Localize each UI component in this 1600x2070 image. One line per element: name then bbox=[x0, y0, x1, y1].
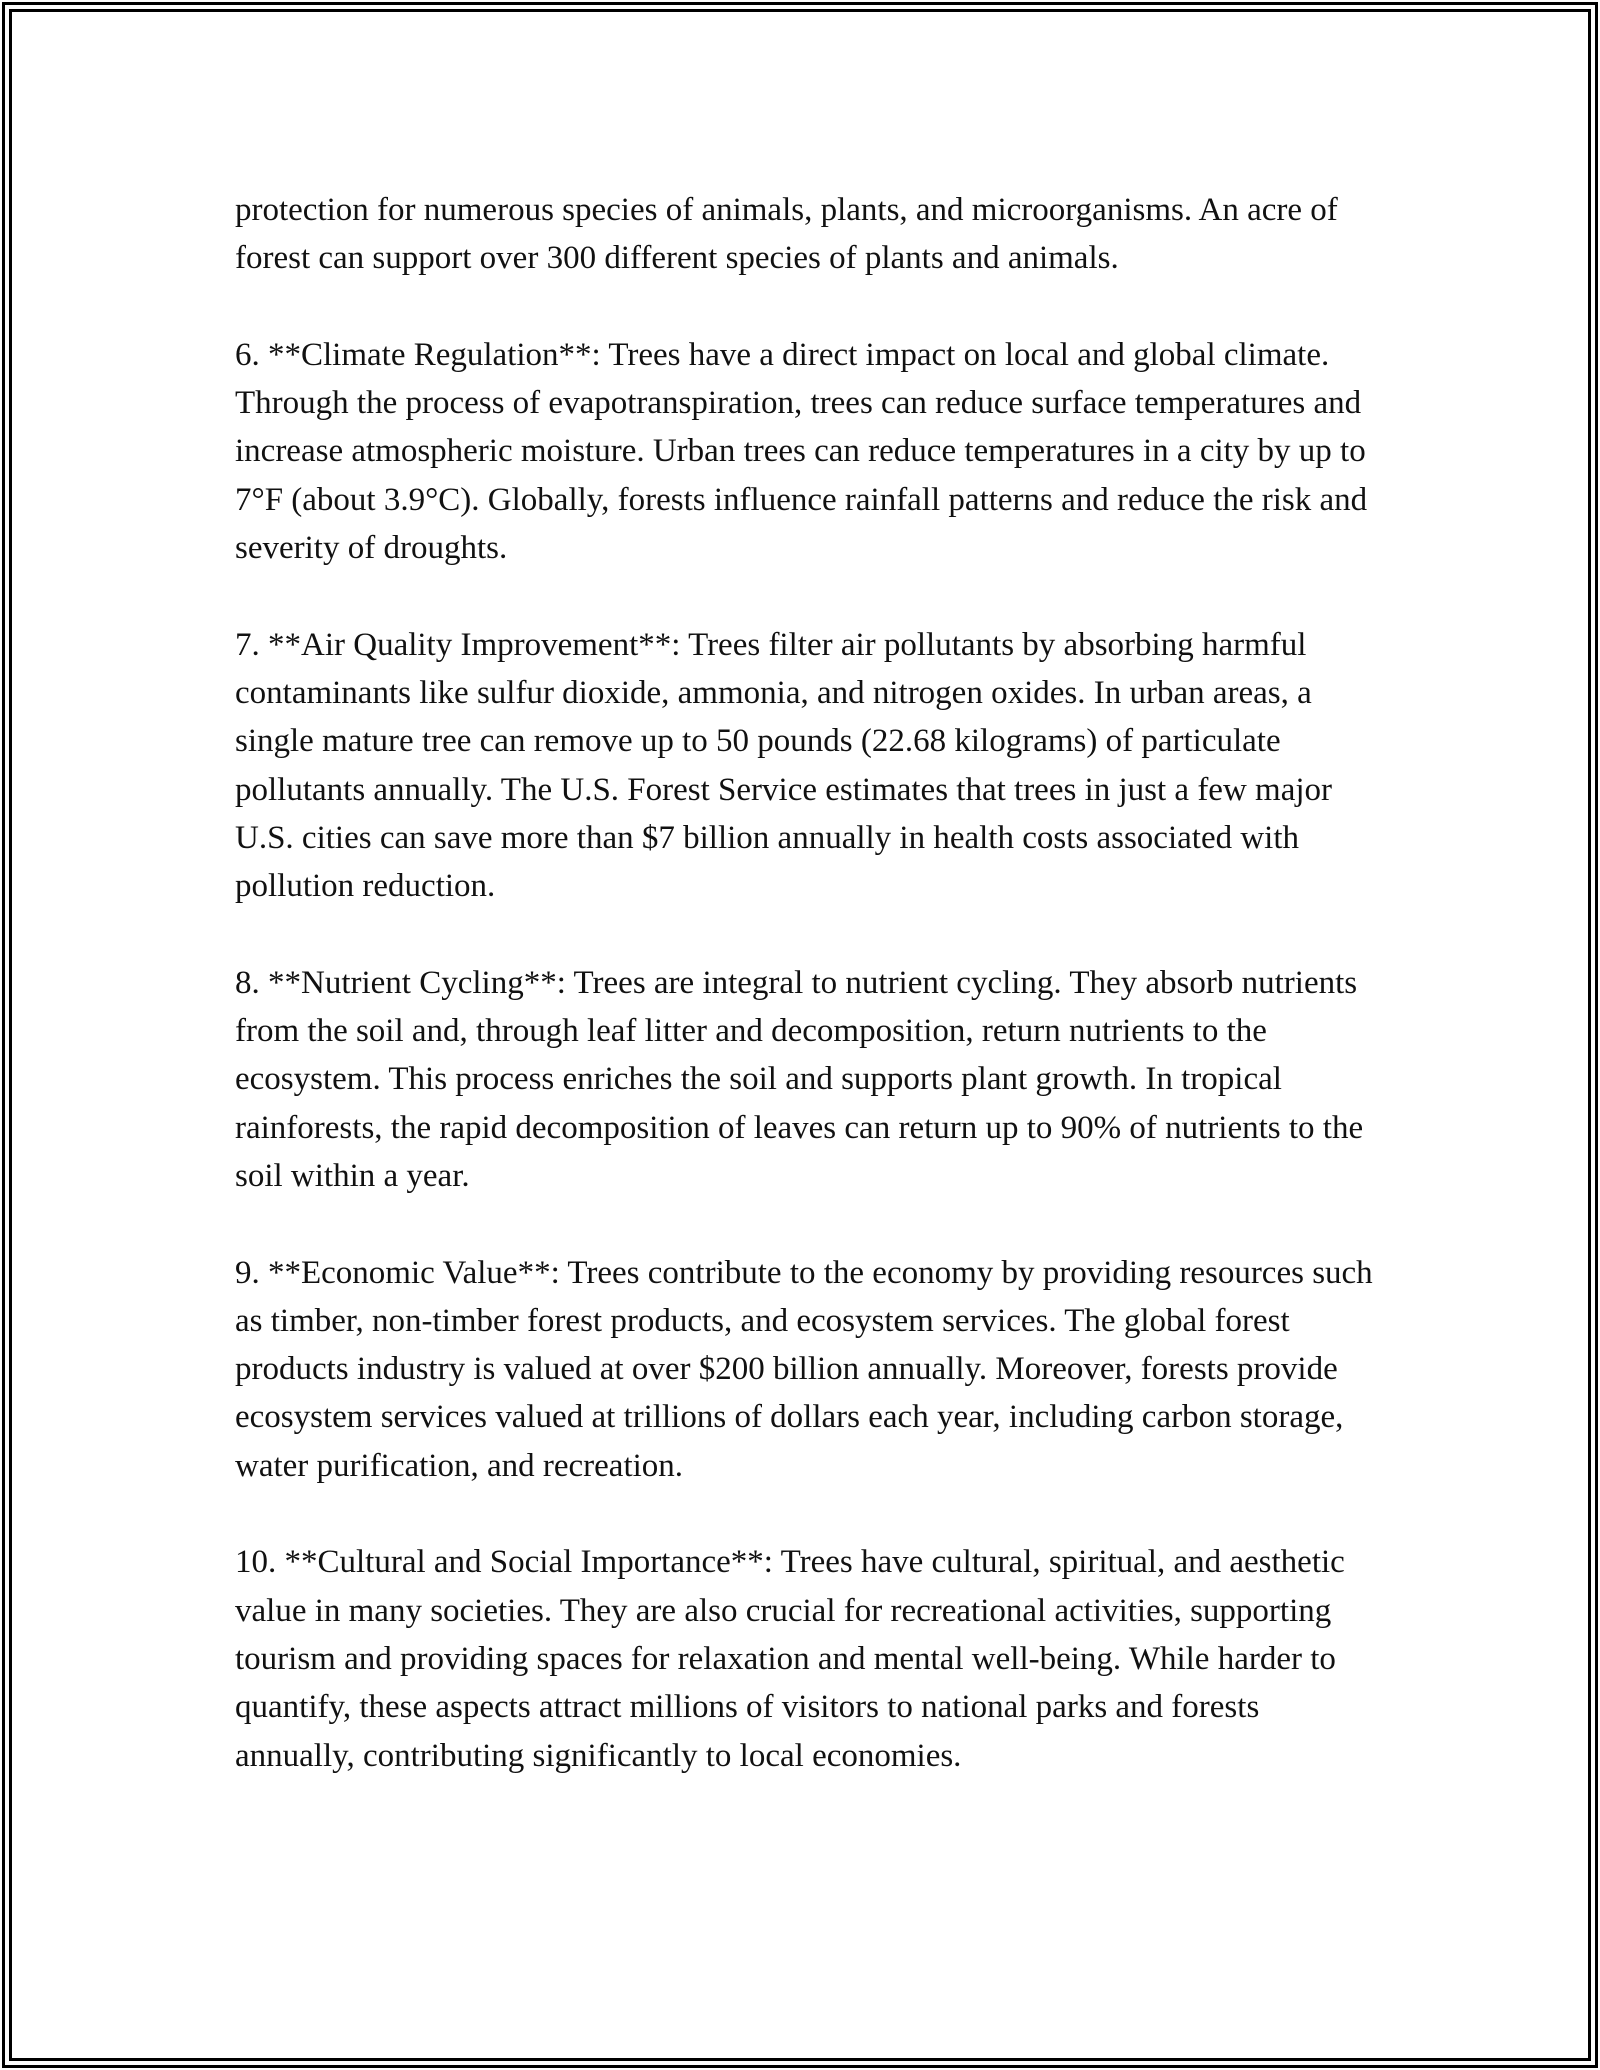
paragraph-climate-regulation: 6. **Climate Regulation**: Trees have a direct impact on local and global climate. Through the process of evapotranspiration, trees can reduce surface temperatures and increase atmospheric moisture. Urban trees can reduce temperatures in a city by up to 7°F (about 3.9°C). Globally, forests influence rainfall patterns and reduce the risk and severity of droughts. bbox=[235, 336, 1368, 567]
paragraph-cultural-social: 10. **Cultural and Social Importance**: Trees have cultural, spiritual, and aesthetic value in many societies. They are also crucial for recreational activities, supporting tourism and providing spaces for relaxation and mental well-being. While harder to quantify, these aspects attract millions of visitors to national parks and forests annually, contributing significantly to local economies. bbox=[235, 1544, 1345, 1774]
paragraph-air-quality: 7. **Air Quality Improvement**: Trees filter air pollutants by absorbing harmful contaminants like sulfur dioxide, ammonia, and nitrogen oxides. In urban areas, a single mature tree can remove up to 50 pounds (22.68 kilograms) of particulate pollutants annually. The U.S. Forest Service estimates that trees in just a few major U.S. cities can save more than $7 billion annually in health costs associated with pollution reduction. bbox=[235, 626, 1333, 905]
document-body bbox=[235, 186, 1375, 1828]
paragraph-nutrient-cycling: 8. **Nutrient Cycling**: Trees are integral to nutrient cycling. They absorb nutrients from the soil and, through leaf litter and decomposition, return nutrients to the ecosystem. This process enriches the soil and supports plant growth. In tropical rainforests, the rapid decomposition of leaves can return up to 90% of nutrients to the soil within a year. bbox=[235, 964, 1364, 1194]
paragraph-continuation: protection for numerous species of animals, plants, and microorganisms. An acre of forest can support over 300 different species of plants and animals. bbox=[235, 192, 1338, 277]
paragraph-economic-value: 9. **Economic Value**: Trees contribute to the economy by providing resources such as timber, non-timber forest products, and ecosystem services. The global forest products industry is valued at over $200 billion annually. Moreover, forests provide ecosystem services valued at trillions of dollars each year, including carbon storage, water purification, and recreation. bbox=[235, 1254, 1373, 1484]
